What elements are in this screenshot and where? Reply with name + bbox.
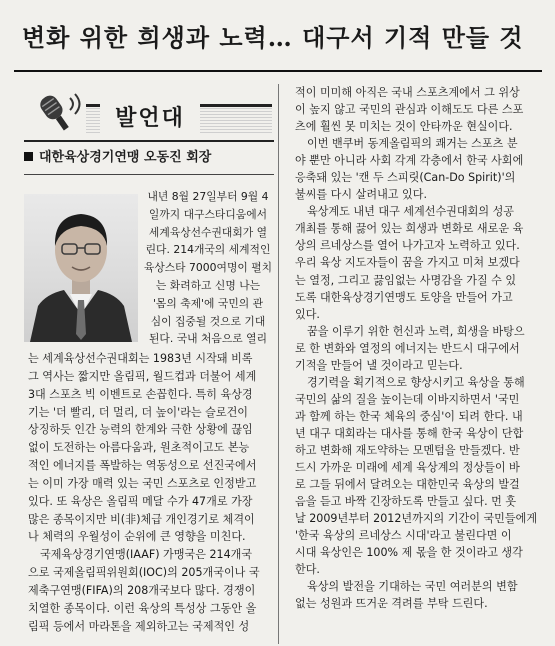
article-text-intro	[142, 188, 274, 348]
portrait-figure	[24, 194, 138, 342]
article-text-left	[28, 350, 274, 636]
text-line: 세계육상선수권대회가 열	[148, 225, 268, 239]
text-line: 있다. 또 육상은 올림픽 메달 수가 47개로 가장	[28, 494, 253, 508]
microphone-icon	[30, 90, 86, 136]
text-line: 치열한 종목이다. 이런 육상의 특성상 그동안 올	[28, 601, 257, 615]
column-divider	[278, 84, 279, 644]
text-line: 상의 르네상스를 열어 나가고자 노력하고 있다.	[295, 239, 520, 253]
text-line: 린다. 214개국의 세계적인	[145, 243, 271, 257]
text-line: 그 역사는 짧지만 올림픽, 월드컵과 더불어 세계	[28, 369, 257, 383]
text-line: 꿈을 이루기 위한 헌신과 노력, 희생을 바탕으	[307, 324, 525, 338]
text-line: 기적을 만들어 낼 것이라고 믿는다.	[295, 358, 463, 372]
headline-rule	[14, 70, 542, 72]
text-line: 년 대구 대회라는 대사를 통해 한국 육상이 단합	[295, 426, 524, 440]
column-badge	[24, 90, 274, 136]
headline: 변화 위한 희생과 노력… 대구서 기적 만들 것	[22, 23, 524, 52]
bullet-square	[24, 152, 33, 161]
text-line: 적인 에너지를 폭발하는 역동성으로 선진국에서	[28, 459, 257, 473]
author-name: 대한육상경기연맹 오동진 회장	[39, 150, 212, 165]
text-line: 로 한 변화와 열정의 에너지는 반드시 대구에서	[295, 341, 520, 355]
text-line: 음을 듣고 바짝 긴장하도록 만들고 싶다. 먼 훗	[295, 495, 517, 509]
text-line: 도록 대한육상경기연맹도 토양을 만들어 가고	[295, 290, 513, 304]
text-line: 제축구연맹(FIFA)의 208개국보다 많다. 경쟁이	[28, 583, 256, 597]
text-line: 는 화려하고 신명 나는	[155, 278, 261, 292]
text-line: 과 함께 하는 한국 체육의 중심'이 되려 한다. 내	[295, 409, 523, 423]
text-line: 육상의 발전을 기대하는 국민 여러분의 변함	[307, 580, 518, 594]
text-line: 불씨를 다시 살려내고 있다.	[295, 188, 427, 202]
text-line: '한국 육상의 르네상스 시대'라고 불린다면 이	[295, 529, 512, 543]
column-name: 발언대	[100, 102, 200, 134]
text-line: 는 열정, 그리고 끓임없는 사명감을 가질 수 있	[295, 273, 517, 287]
text-line: 야 뿐만 아니라 사회 각계 각층에서 한국 사회에	[295, 154, 524, 168]
text-line: 3대 스포츠 빅 이벤트로 손꼽힌다. 특히 육상경	[28, 387, 253, 401]
text-line: 하고 변화해 재도약하는 모멘텀을 만들겠다. 반	[295, 443, 520, 457]
text-line: 이번 밴쿠버 동계올림픽의 쾌거는 스포츠 분	[307, 137, 518, 151]
author-byline	[24, 148, 274, 168]
right-column	[285, 84, 541, 644]
text-line: 국민의 삶의 질을 높이는데 이바지하면서 '국민	[295, 392, 520, 406]
article-text-right	[295, 84, 541, 612]
text-line: 츠에 훨씬 못 미치는 것이 안타까운 현실이다.	[295, 120, 513, 134]
text-line: 경기력을 획기적으로 향상시키고 육상을 통해	[307, 375, 525, 389]
text-line: 있다.	[295, 307, 320, 321]
text-line: 는 세계육상선수권대회는 1983년 시작돼 비록	[28, 352, 253, 365]
text-line: 없는 성원과 뜨거운 격려를 부탁 드린다.	[295, 597, 488, 611]
author-portrait	[24, 194, 138, 342]
text-line: 국제육상경기연맹(IAAF) 가맹국은 214개국	[40, 548, 253, 562]
text-line: 육상계도 내년 대구 세계선수권대회의 성공	[307, 205, 515, 219]
text-line: 일까지 대구스타디움에서	[148, 207, 268, 221]
text-line: 림픽 등에서 마라톤을 제외하고는 국제적인 성	[28, 619, 250, 633]
text-line: 우리 육상 지도자들이 꿈을 가지고 미쳐 보겠다	[295, 256, 520, 270]
text-line: 으로 국제올림픽위원회(IOC)의 205개국이나 국	[28, 566, 260, 580]
text-line: 드시 가까운 미래에 세계 육상계의 정상들이 바	[295, 461, 520, 475]
left-column	[14, 84, 274, 644]
text-line: 는 이미 가장 매력 있는 국민 스포츠로 인정받고	[28, 476, 257, 490]
text-line: 한다.	[295, 563, 320, 577]
text-line: 심이 집중될 것으로 기대	[150, 314, 266, 328]
text-line: 적이 미미해 아직은 국내 스포츠계에서 그 위상	[295, 86, 520, 99]
text-line: 이 높지 않고 국민의 관심과 이해도도 다른 스포	[295, 103, 524, 117]
text-line: '몸의 축제'에 국민의 관	[152, 296, 264, 310]
text-line: 된다. 국내 처음으로 열리	[148, 332, 268, 346]
text-line: 날 2009년부터 2012년까지의 기간이 국민들에게	[295, 512, 538, 526]
text-line: 내년 8월 27일부터 9월 4	[147, 190, 269, 203]
text-line: 시대 육상인은 100% 제 몫을 한 것이라고 생각	[295, 546, 523, 560]
text-line: 로 그들 뒤에서 달려오는 대한민국 육상의 발걸	[295, 478, 520, 492]
text-line: 없이 도전하는 아름다움과, 원초적이고도 본능	[28, 441, 250, 455]
text-line: 응축돼 있는 '캔 두 스피릿(Can-Do Spirit)'의	[295, 171, 516, 185]
text-line: 개최를 통해 끓어 있는 희생과 변화로 새로운 육	[295, 222, 524, 236]
text-line: 나 체력의 우월성이 순위에 큰 영향을 미친다.	[28, 530, 246, 544]
text-line: 육상스타 7000여명이 펼치	[143, 261, 273, 275]
text-line: 많은 종목이지만 비(非)체급 개인경기로 체격이	[28, 512, 255, 526]
byline-rule	[24, 174, 274, 175]
text-line: 기는 '더 빨리, 더 멀리, 더 높이'라는 슬로건이	[28, 405, 249, 419]
text-line: 상징하듯 인간 능력의 한계와 극한 상황에 끊임	[28, 423, 253, 437]
section-rule	[24, 140, 274, 142]
